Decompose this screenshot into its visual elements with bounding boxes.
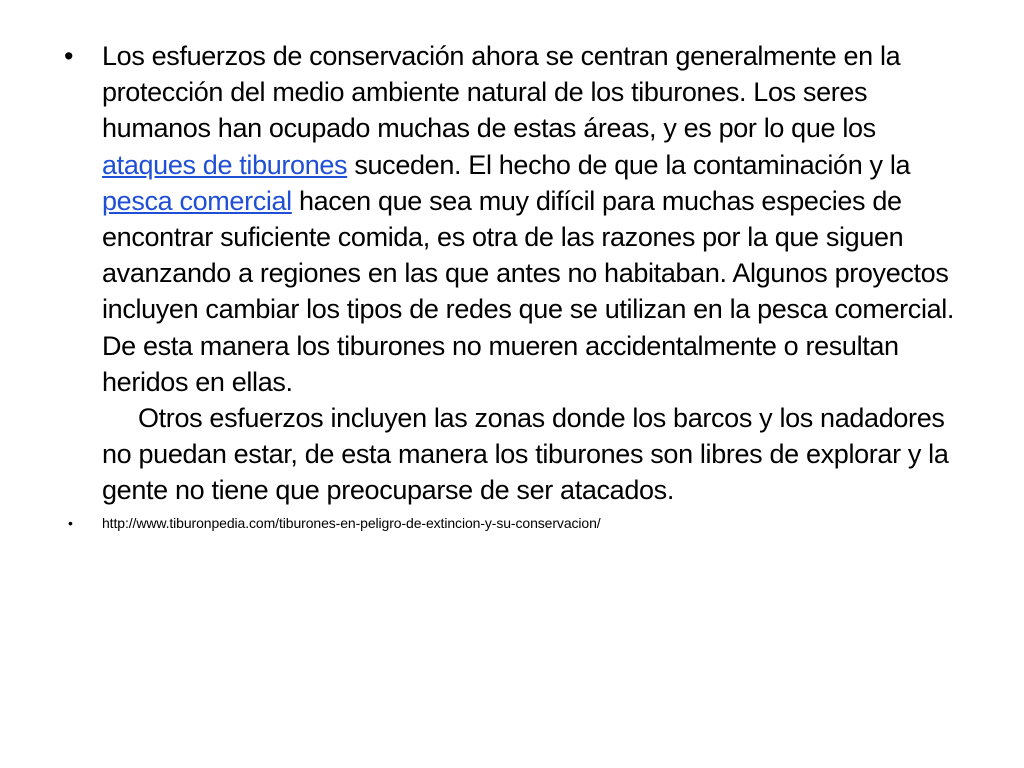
paragraph-conservation bbox=[102, 38, 966, 400]
paragraph-text: Los esfuerzos de conservación ahora se centran generalmente en la protección del medio ambiente natural de los tiburones. Los seres humanos han ocupado muchas de estas áreas, y es por lo que los bbox=[102, 41, 901, 144]
source-url: http://www.tiburonpedia.com/tiburones-en-peligro-de-extincion-y-su-conservacion/ bbox=[102, 514, 601, 531]
link-shark-attacks[interactable]: ataques de tiburones bbox=[102, 149, 348, 180]
paragraph-other-efforts: Otros esfuerzos incluyen las zonas donde los barcos y los nadadores no puedan estar, de esta manera los tiburones son libres de explorar y la gente no tiene que preocuparse de ser atacados. bbox=[102, 403, 949, 506]
paragraph-text: suceden. El hecho de que la contaminación y la bbox=[347, 149, 911, 180]
bullet-icon: • bbox=[68, 514, 73, 531]
bullet-list bbox=[56, 38, 966, 533]
bullet-item-conservation bbox=[56, 38, 966, 509]
bullet-item-source bbox=[56, 513, 966, 533]
paragraph-text: hacen que sea muy difícil para muchas especies de encontrar suficiente comida, es otra de las razones por la que siguen avanzando a regiones en las que antes no habitaban. Algunos proyectos incluyen cambiar los tipos de redes que se utilizan en la pesca comercial. De esta manera los tiburones no mueren accidentalmente o resultan heridos en ellas. bbox=[102, 185, 955, 397]
bullet-icon: • bbox=[64, 41, 74, 71]
link-commercial-fishing[interactable]: pesca comercial bbox=[102, 185, 292, 216]
